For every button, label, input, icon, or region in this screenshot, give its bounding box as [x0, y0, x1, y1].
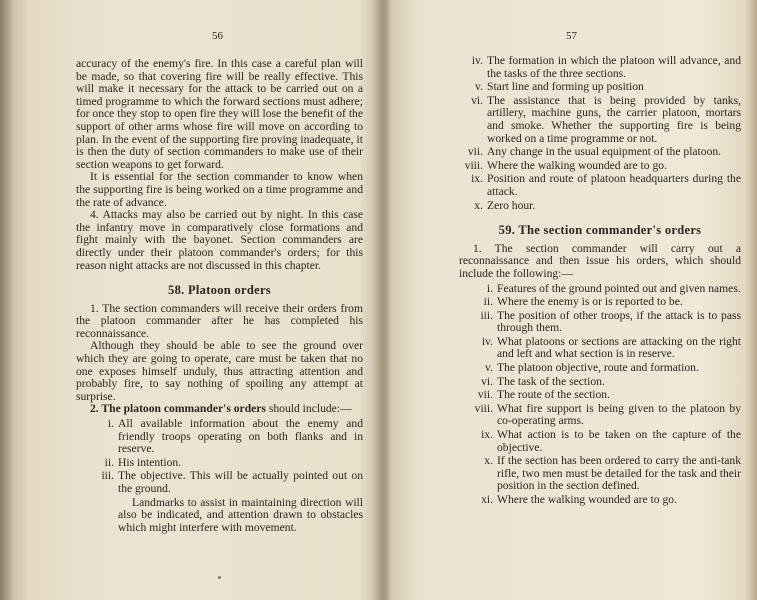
list-item: v. Start line and forming up position — [475, 80, 644, 94]
list-item: ix. Position and route of platoon headquarters during the attack. — [471, 172, 741, 198]
list-item: iii. The objective. This will be actually pointed out on the ground. Landmarks to assist in maintaining direction will also be indicated, and attention drawn to obstacles which might interfere with movement. — [101, 469, 363, 534]
bold-lead: 2. The platoon commander's orders — [90, 402, 266, 416]
list-item: iv. What platoons or sections are attacking on the right and left and what section is in reserve. — [481, 334, 741, 361]
list-item: i. Features of the ground pointed out and given names. — [486, 281, 741, 295]
list-item: vi. The assistance that is being provided by tanks, artillery, machine guns, the carrier platoon, mortars and smoke. Whether the supporting fire is being worked on a time programme or not. — [471, 93, 741, 145]
list-item: vii. Any change in the usual equipment of the platoon. — [467, 145, 722, 159]
section-heading-59: 59. The section commander's orders — [498, 223, 702, 238]
paragraph: It is essential for the section commander to know when the supporting fire is being worked on a time programme and the rate of advance. — [76, 170, 363, 209]
left-page — [0, 0, 378, 600]
left-page-text — [76, 58, 363, 535]
left-page-number: 56 — [212, 30, 223, 42]
list-item: viii. Where the walking wounded are to go. — [464, 158, 667, 172]
list-item: ix. What action is to be taken on the capture of the objective. — [481, 428, 741, 454]
list-item: iii. The position of other troops, if the attack is to pass through them. — [480, 308, 741, 335]
list-item: x. Zero hour. — [474, 198, 536, 212]
list-item: iv. The formation in which the platoon will advance, and the tasks of the three sections. — [471, 54, 741, 80]
paragraph: Although they should be able to see the ground over which they are going to operate, care must be taken that no one exposes himself unduly, thus attracting attention and probably fire, to say nothing of spoiling any attempt at surprise. — [76, 339, 363, 403]
list-item: i. All available information about the enemy and friendly troops operating on both flanks and in reserve. — [107, 417, 363, 456]
list-item: vii. The route of the section. — [477, 388, 610, 402]
list-item: ii. Where the enemy is or is reported to be. — [483, 295, 683, 309]
paragraph: 1. The section commanders will receive their orders from the platoon commander after he has completed his reconnaissance. — [76, 301, 363, 340]
section-orders-list — [469, 283, 741, 507]
right-page — [386, 0, 757, 600]
section-heading-58: 58. Platoon orders — [168, 283, 271, 298]
right-page-text — [459, 53, 741, 508]
page-mark — [218, 576, 221, 579]
list-item: viii. What fire support is being given to the platoon by co-operating arms. — [474, 401, 741, 428]
list-item: x. If the section has been ordered to carry the anti-tank rifle, two men must be detailed for the task and their position in the section defined. — [484, 454, 741, 493]
list-item: xi. Where the walking wounded are to go. — [481, 493, 677, 506]
paragraph: 2. The platoon commander's orders should include:— — [90, 402, 352, 416]
list-item: v. The platoon objective, route and formation. — [485, 361, 699, 375]
right-page-number: 57 — [566, 30, 577, 42]
paragraph: accuracy of the enemy's fire. In this case a careful plan will be made, so that covering fire will be really effective. This will make it necessary for the attack to be carried out on a timed programme to which the forward sections must adhere; for once they stop to open fire they will lose the benefit of the support of other arms whose fire will move on according to plan. In the event of the supporting fire proving inadequate, it is then the duty of section commanders to make use of their section weapons to get forward. — [76, 57, 363, 171]
platoon-orders-list-continued — [459, 55, 741, 212]
list-item-subparagraph: Landmarks to assist in maintaining direction will also be indicated, and attention drawn to obstacles which might interfere with movement. — [118, 495, 363, 534]
list-item: ii. His intention. — [104, 455, 182, 469]
platoon-orders-list — [90, 418, 363, 534]
paragraph: 4. Attacks may also be carried out by night. In this case the infantry move in comparatively close formations and fight mainly with the bayonet. Section commanders are directly under their platoon commander's orders; for this reason night attacks are not discussed in this chapter. — [76, 208, 363, 272]
paragraph: 1. The section commander will carry out a reconnaissance and then issue his orders, which should include the following:— — [459, 241, 741, 280]
list-item: vi. The task of the section. — [481, 374, 605, 388]
